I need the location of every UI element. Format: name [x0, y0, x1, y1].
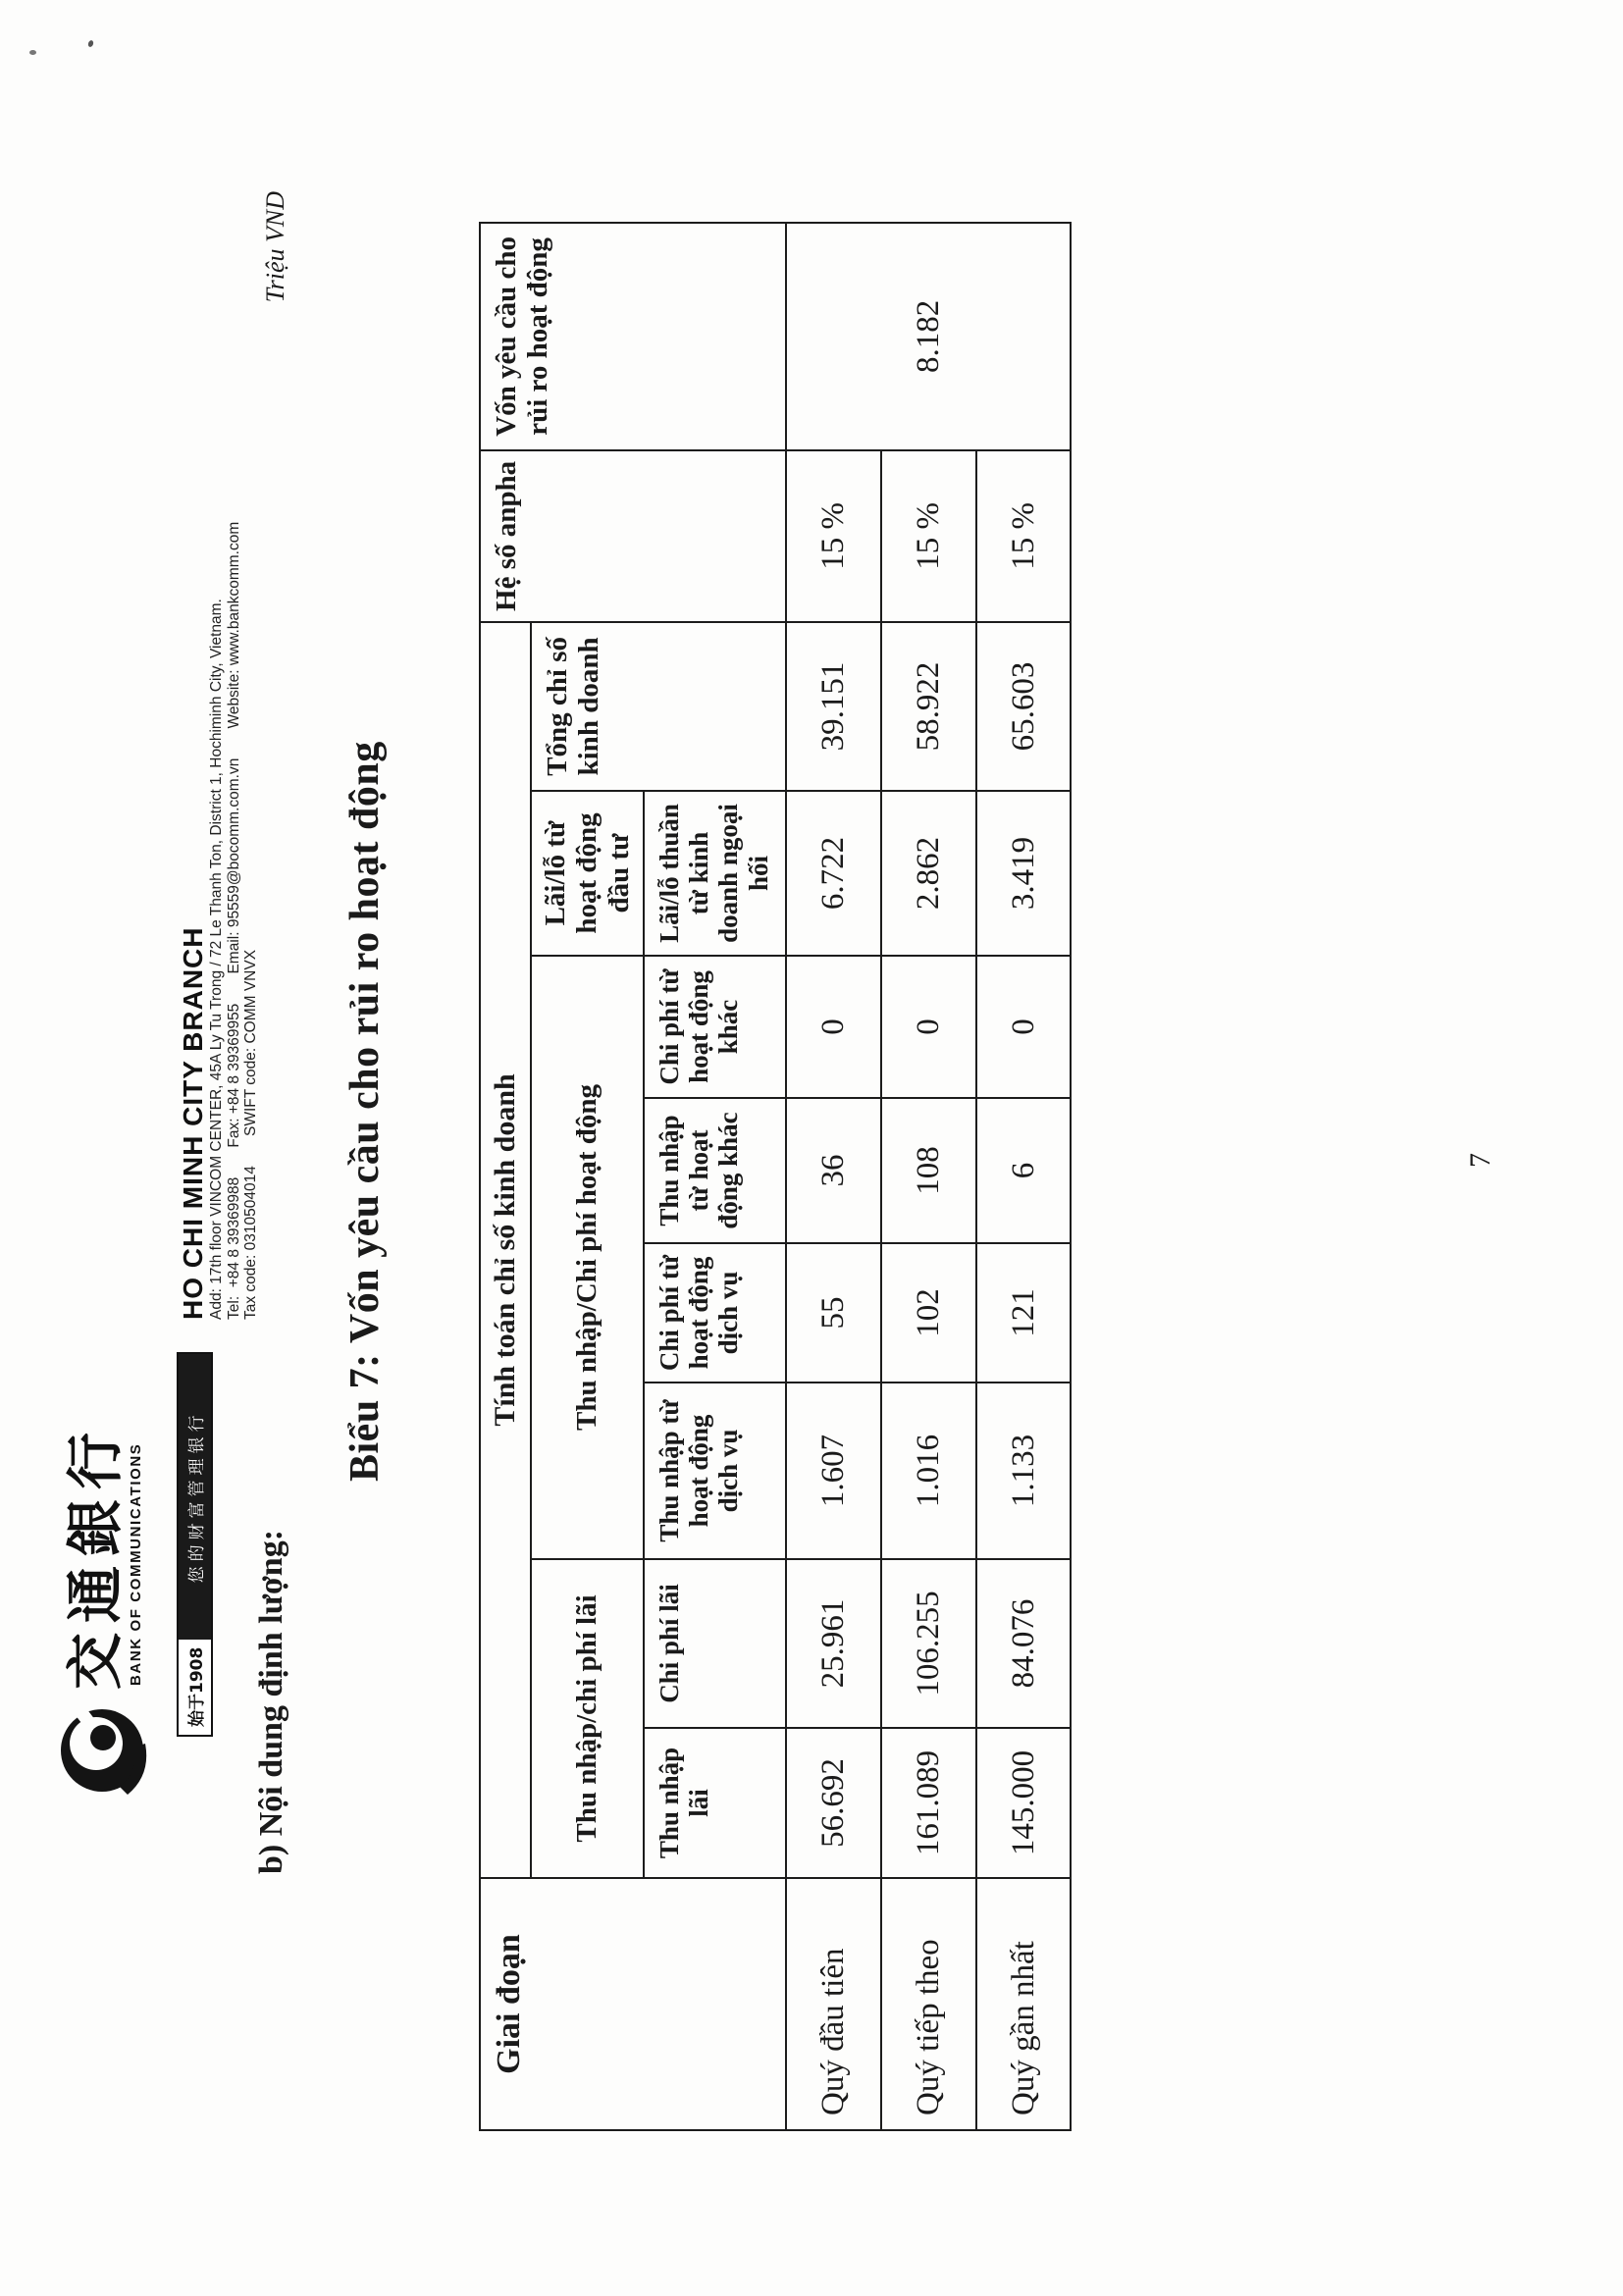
- header-he-so-anpha: Hệ số anpha: [480, 450, 786, 622]
- table-cell: 36: [786, 1098, 881, 1243]
- table-cell: 102: [881, 1243, 976, 1383]
- table-row: [881, 223, 976, 2130]
- logo-slogan-text: 您的财富管理银行: [179, 1354, 211, 1640]
- table-cell: 106.255: [881, 1559, 976, 1728]
- branch-name: HO CHI MINH CITY BRANCH: [178, 926, 208, 1320]
- table-cell: 1.016: [881, 1383, 976, 1559]
- header-thu-nhap-lai: Thu nhập lãi: [644, 1728, 786, 1878]
- header-ngoai-hoi: Lãi/lỗ thuần từ kinh doanh ngoại hối: [644, 791, 786, 956]
- table-cell: 145.000: [976, 1728, 1071, 1878]
- logo-en-name: BANK OF COMMUNICATIONS: [128, 1442, 144, 1686]
- table-cell: 55: [786, 1243, 881, 1383]
- logo-cn-name: 交通銀行: [62, 1422, 129, 1690]
- table-cell: 121: [976, 1243, 1071, 1383]
- table-cell: 56.692: [786, 1728, 881, 1878]
- table-cell: 6.722: [786, 791, 881, 956]
- logo-slogan-band: [177, 1352, 213, 1737]
- table-row: [976, 223, 1071, 2130]
- header-cp-khac: Chi phí từ hoạt động khác: [644, 956, 786, 1098]
- header-giai-doan: Giai đoạn: [480, 1878, 786, 2130]
- table-cell: 0: [786, 956, 881, 1098]
- header-group-hoat-dong: Thu nhập/Chi phí hoạt động: [531, 956, 644, 1559]
- table-cell: 108: [881, 1098, 976, 1243]
- tax-line: Tax code: 0310504014 SWIFT code: COMM VNVX: [242, 949, 259, 1320]
- table-cell: 2.862: [881, 791, 976, 956]
- table-row: [786, 223, 881, 2130]
- row-label: Quý đầu tiên: [786, 1878, 881, 2130]
- table-cell: 0: [976, 956, 1071, 1098]
- header-group-dau-tu: Lãi/lỗ từ hoạt động đầu tư: [531, 791, 644, 956]
- page-number: 7: [1464, 1153, 1496, 1168]
- letterhead: [0, 0, 294, 2296]
- row-label: Quý gần nhất: [976, 1878, 1071, 2130]
- table-cell: 84.076: [976, 1559, 1071, 1728]
- header-group-lai: Thu nhập/chi phí lãi: [531, 1559, 644, 1878]
- header-chi-phi-lai: Chi phí lãi: [644, 1559, 786, 1728]
- header-von-yeu-cau: Vốn yêu cầu cho rủi ro hoạt động: [480, 223, 786, 450]
- report-table: [479, 222, 1072, 2131]
- table-cell: 15 %: [786, 450, 881, 622]
- section-label: b) Nội dung định lượng:: [253, 1529, 289, 1874]
- header-tn-khac: Thu nhập từ hoạt động khác: [644, 1098, 786, 1243]
- table-cell: 15 %: [881, 450, 976, 622]
- table-cell: 15 %: [976, 450, 1071, 622]
- header-tong-chi-so: Tổng chỉ số kinh doanh: [531, 622, 786, 791]
- table-cell: 3.419: [976, 791, 1071, 956]
- contact-line: Tel: +84 8 39369988 Fax: +84 8 39369955 Email: 95559@bocomm.com.vn Website: www.bankcomm.com: [225, 521, 242, 1320]
- table-cell: 6: [976, 1098, 1071, 1243]
- logo-since-badge: 始于1908: [179, 1640, 211, 1735]
- paper-speck: [29, 50, 36, 55]
- table-cell: 1.133: [976, 1383, 1071, 1559]
- unit-note: Triệu VND: [261, 191, 289, 303]
- merged-von-cell: 8.182: [786, 223, 1071, 450]
- table-cell: 65.603: [976, 622, 1071, 791]
- header-band-tinh-toan: Tính toán chỉ số kinh doanh: [480, 622, 531, 1878]
- table-title: Biểu 7: Vốn yêu cầu cho rủi ro hoạt động: [342, 741, 388, 1482]
- header-tn-dich-vu: Thu nhập từ hoạt động dịch vụ: [644, 1383, 786, 1559]
- table-cell: 0: [881, 956, 976, 1098]
- table-cell: 58.922: [881, 622, 976, 791]
- table-cell: 39.151: [786, 622, 881, 791]
- header-cp-dich-vu: Chi phí từ hoạt động dịch vụ: [644, 1243, 786, 1383]
- table-cell: 1.607: [786, 1383, 881, 1559]
- bocomm-logo-icon: [55, 1700, 155, 1800]
- table-cell: 25.961: [786, 1559, 881, 1728]
- address-block: [179, 522, 260, 1320]
- table-cell: 161.089: [881, 1728, 976, 1878]
- row-label: Quý tiếp theo: [881, 1878, 976, 2130]
- address-line: Add: 17th floor VINCOM CENTER, 45A Ly Tu Trong / 72 Le Thanh Ton, District 1, Hochiminh City, Vietnam.: [208, 599, 225, 1320]
